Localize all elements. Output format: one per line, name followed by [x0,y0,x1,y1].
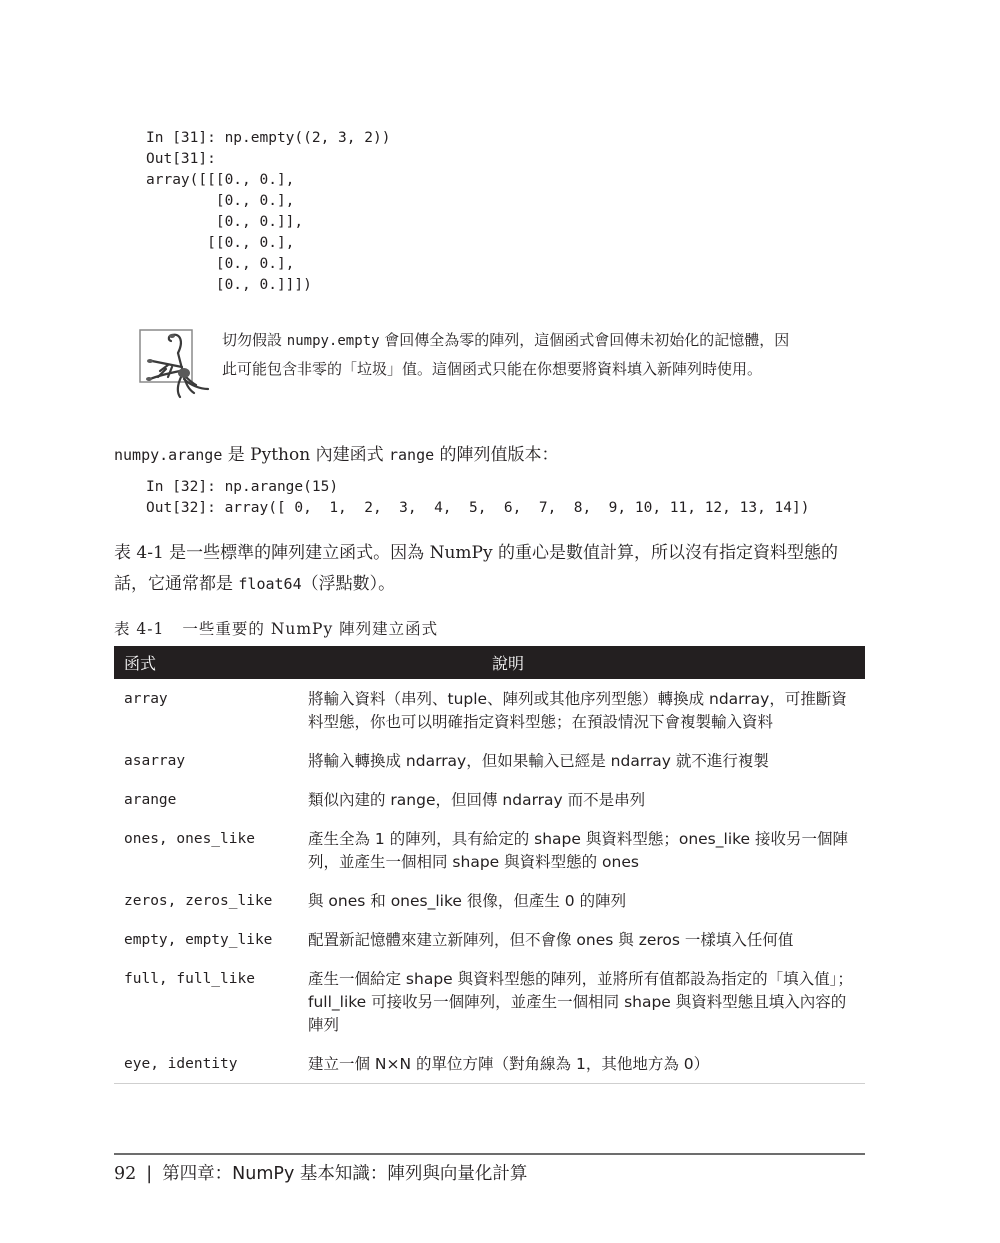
function-name: empty, empty_like [124,932,273,948]
page-footer [114,1160,527,1185]
table-number: 表 4-1 [114,620,165,638]
inline-code: numpy.empty [286,333,380,349]
table-row [114,881,865,920]
footer-divider [114,1153,865,1155]
function-name: eye, identity [114,1044,308,1084]
inline-code: range [389,446,435,464]
note-text: 切勿假設 numpy.empty 會回傳全為零的陣列，這個函式會回傳未初始化的記憶體，因此可能包含非零的「垃圾」值。這個函式只能在你想要將資料填入新陣列時使用。 [222,331,790,378]
page-number: 92 [114,1164,137,1184]
function-description: 產生全為 1 的陣列，具有給定的 shape 與資料型態；ones_like 接收另一個陣列，並產生一個相同 shape 與資料型態的 ones [308,830,849,871]
function-name: arange [124,792,177,808]
scorpion-icon [138,327,218,407]
table-row [114,780,865,819]
table-title: 一些重要的 NumPy 陣列建立函式 [182,620,439,638]
table-row [114,819,865,881]
function-name: asarray [124,753,186,769]
code-block-np-arange: In [32]: np.arange(15) Out[32]: array([ 0, 1, 2, 3, 4, 5, 6, 7, 8, 9, 10, 11, 12, 13, 14]) [146,479,810,516]
table-row [114,741,865,780]
code-block-np-empty: In [31]: np.empty((2, 3, 2)) Out[31]: array([[[0., 0.], [0., 0.], [0., 0.]], [[0., 0.], [0., 0.], [0., 0.]]]) [146,130,391,293]
table-row [114,1044,865,1084]
function-description: 將輸入轉換成 ndarray，但如果輸入已經是 ndarray 就不進行複製 [308,752,769,770]
array-creation-table [114,646,865,1084]
function-name: ones, ones_like [124,831,255,847]
function-description: 將輸入資料（串列、tuple、陣列或其他序列型態）轉換成 ndarray，可推斷資料型態，你也可以明確指定資料型態；在預設情況下會複製輸入資料 [308,690,847,731]
function-description: 配置新記憶體來建立新陣列，但不會像 ones 與 zeros 一樣填入任何值 [308,931,794,949]
column-header-description: 說明 [308,646,865,679]
table-header-row [114,646,865,679]
warning-note [138,327,838,417]
function-description: 建立一個 N×N 的單位方陣（對角線為 1，其他地方為 0） [308,1044,865,1084]
function-description: 產生一個給定 shape 與資料型態的陣列，並將所有值都設為指定的「填入值」；full_like 可接收另一個陣列，並產生一個相同 shape 與資料型態且填入內容的陣列 [308,970,853,1034]
table-row [114,959,865,1044]
paragraph-table-intro: 表 4-1 是一些標準的陣列建立函式。因為 NumPy 的重心是數值計算，所以沒有指定資料型態的話，它通常都是 float64（浮點數）。 [114,543,838,594]
function-name: full, full_like [124,971,255,987]
footer-separator: | [146,1164,153,1184]
paragraph-arange: numpy.arange 是 Python 內建函式 range 的陣列值版本： [114,445,559,465]
function-description: 與 ones 和 ones_like 很像，但產生 0 的陣列 [308,892,627,910]
table-row [114,679,865,741]
inline-code: float64 [238,575,302,593]
function-name: array [124,691,168,707]
inline-code: numpy.arange [114,446,223,464]
table-caption [114,617,438,639]
column-header-function: 函式 [114,646,308,679]
chapter-title: 第四章：NumPy 基本知識：陣列與向量化計算 [162,1164,528,1184]
table-row [114,920,865,959]
function-description: 類似內建的 range，但回傳 ndarray 而不是串列 [308,791,646,809]
function-name: zeros, zeros_like [124,893,273,909]
